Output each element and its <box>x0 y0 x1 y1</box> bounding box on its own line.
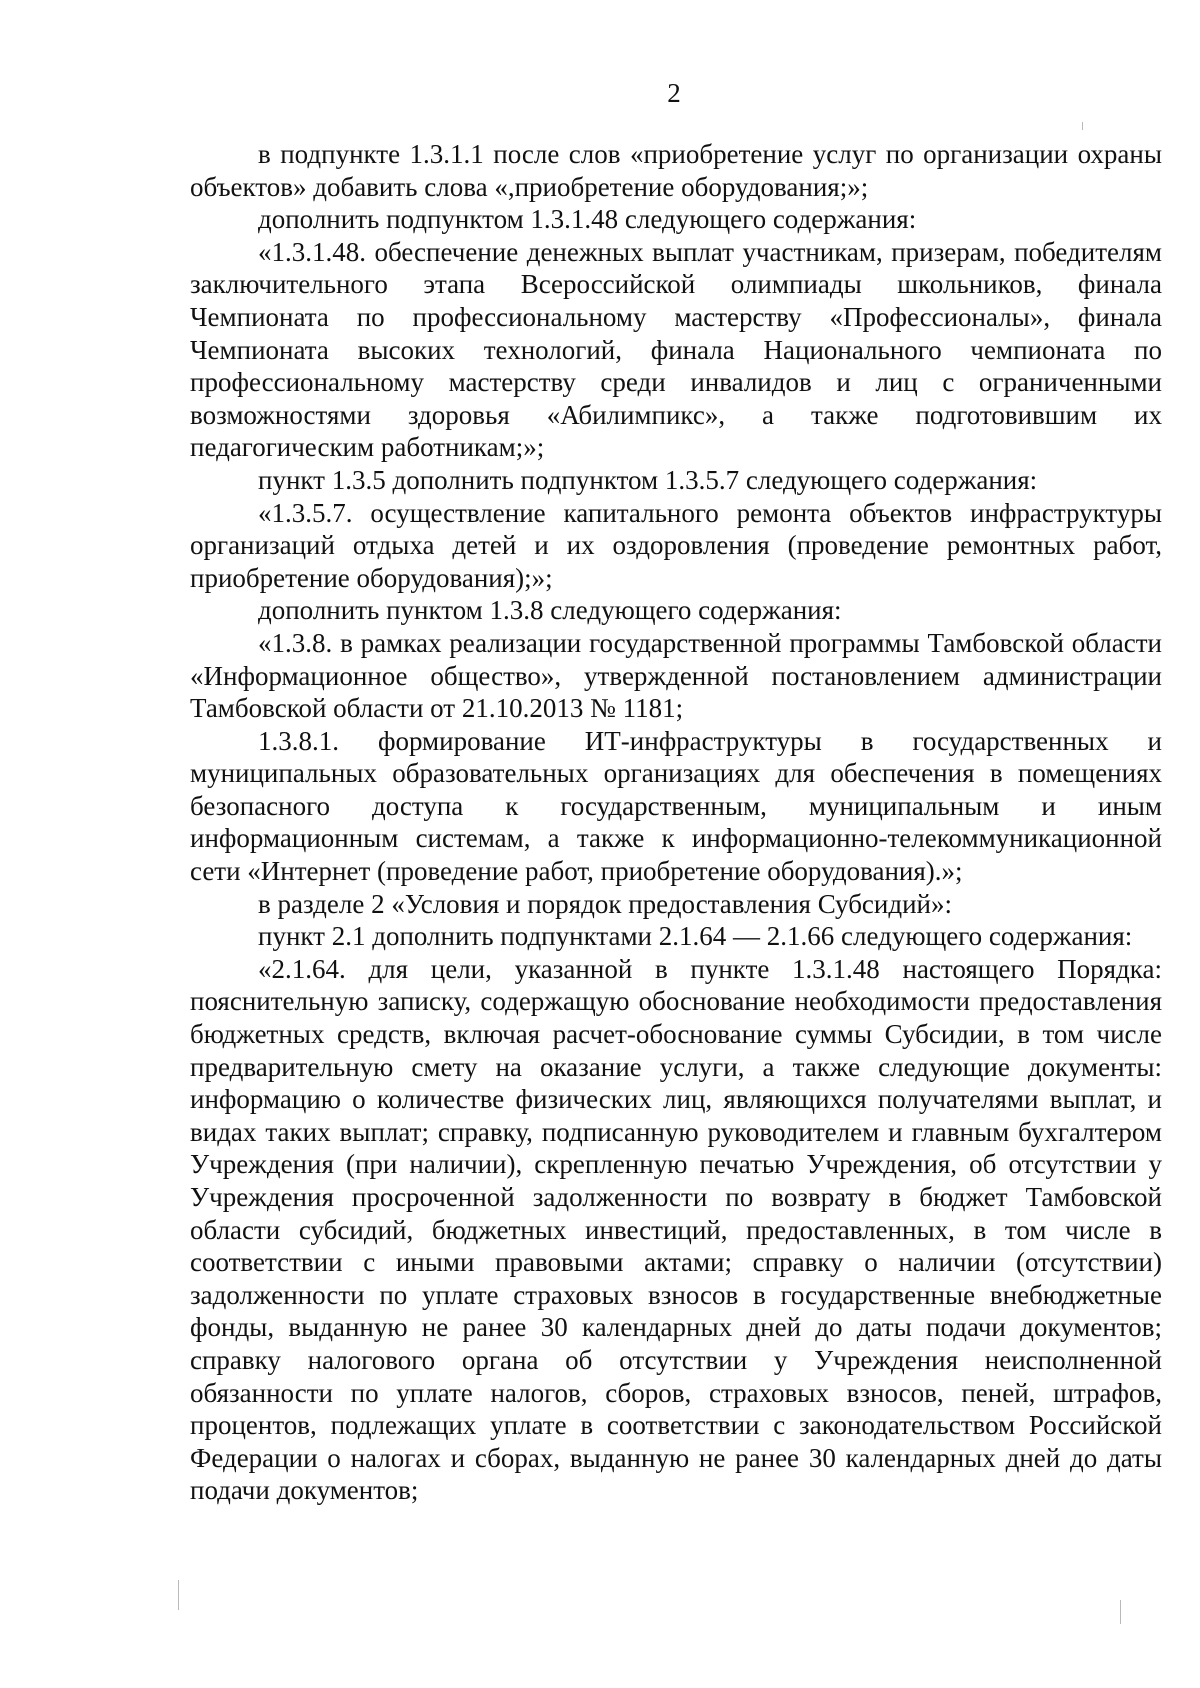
scan-artifact <box>1082 122 1083 130</box>
paragraph-clause-1-3-5: пункт 1.3.5 дополнить подпунктом 1.3.5.7 следующего содержания: <box>258 464 1038 495</box>
paragraph-section-2: в разделе 2 «Условия и порядок предоставления Субсидий»: <box>258 888 952 919</box>
paragraph-subclause-1-3-5-7-text: «1.3.5.7. осуществление капитального ремонта объектов инфраструктуры организаций отдыха детей и их оздоровления (проведение ремонтных работ, приобретение оборудования);»; <box>190 497 1162 593</box>
scan-artifact <box>1120 1600 1121 1624</box>
paragraph-clause-1-3-8-text: «1.3.8. в рамках реализации государственной программы Тамбовской области «Информационное общество», утвержденной постановлением администрации Тамбовской области от 21.10.2013 № 1181; <box>190 627 1162 724</box>
paragraph-subclause-1-3-1-1: в подпункте 1.3.1.1 после слов «приобретение услуг по организации охраны объектов» добавить слова «,приобретение оборудования;»; <box>190 139 1162 202</box>
paragraph-clause-2-1: пункт 2.1 дополнить подпунктами 2.1.64 — 2.1.66 следующего содержания: <box>258 921 1133 952</box>
paragraph-add-subclause-1-3-1-48: дополнить подпунктом 1.3.1.48 следующего содержания: <box>258 204 917 235</box>
paragraph-subclause-1-3-1-48-text: «1.3.1.48. обеспечение денежных выплат участникам, призерам, победителям заключительного этапа Всероссийской олимпиады школьников, финала Чемпионата по профессиональному мастерству «Профессионалы», финала Чемпионата высоких технологий, финала Национального чемпионата по профессиональному мастерству среди инвалидов и лиц с ограниченными возможностями здоровья «Абилимпикс», а также подготовившим их педагогическим работникам;»; <box>190 236 1162 463</box>
paragraph-subclause-1-3-8-1-text: 1.3.8.1. формирование ИТ-инфраструктуры в государственных и муниципальных образовательных организациях для обеспечения в помещениях безопасного доступа к государственным, муниципальным и иным информационным системам, а также к информационно-телекоммуникационной сети «Интернет (проведение работ, приобретение оборудования).»; <box>190 725 1162 887</box>
document-body <box>190 138 1162 1507</box>
paragraph-add-clause-1-3-8: дополнить пунктом 1.3.8 следующего содержания: <box>258 595 842 626</box>
page-number: 2 <box>667 78 681 108</box>
paragraph-subclause-2-1-64-text: «2.1.64. для цели, указанной в пункте 1.3.1.48 настоящего Порядка: пояснительную записку, содержащую обоснование необходимости предоставления бюджетных средств, включая расчет-обоснование суммы Субсидии, в том числе предварительную смету на оказание услуги, а также следующие документы: информацию о количестве физических лиц, являющихся получателями выплат, и видах таких выплат; справку, подписанную руководителем и главным бухгалтером Учреждения (при наличии), скрепленную печатью Учреждения, об отсутствии у Учреждения просроченной задолженности по возврату в бюджет Тамбовской области субсидий, бюджетных инвестиций, предоставленных, в том числе в соответствии с иными правовыми актами; справку о наличии (отсутствии) задолженности по уплате страховых взносов в государственные внебюджетные фонды, выданную не ранее 30 календарных дней до даты подачи документов; справку налогового органа об отсутствии у Учреждения неисполненной обязанности по уплате налогов, сборов, страховых взносов, пеней, штрафов, процентов, подлежащих уплате в соответствии с законодательством Российской Федерации о налогах и сборах, выданную не ранее 30 календарных дней до даты подачи документов; <box>190 953 1162 1506</box>
scan-artifact <box>178 1580 179 1610</box>
